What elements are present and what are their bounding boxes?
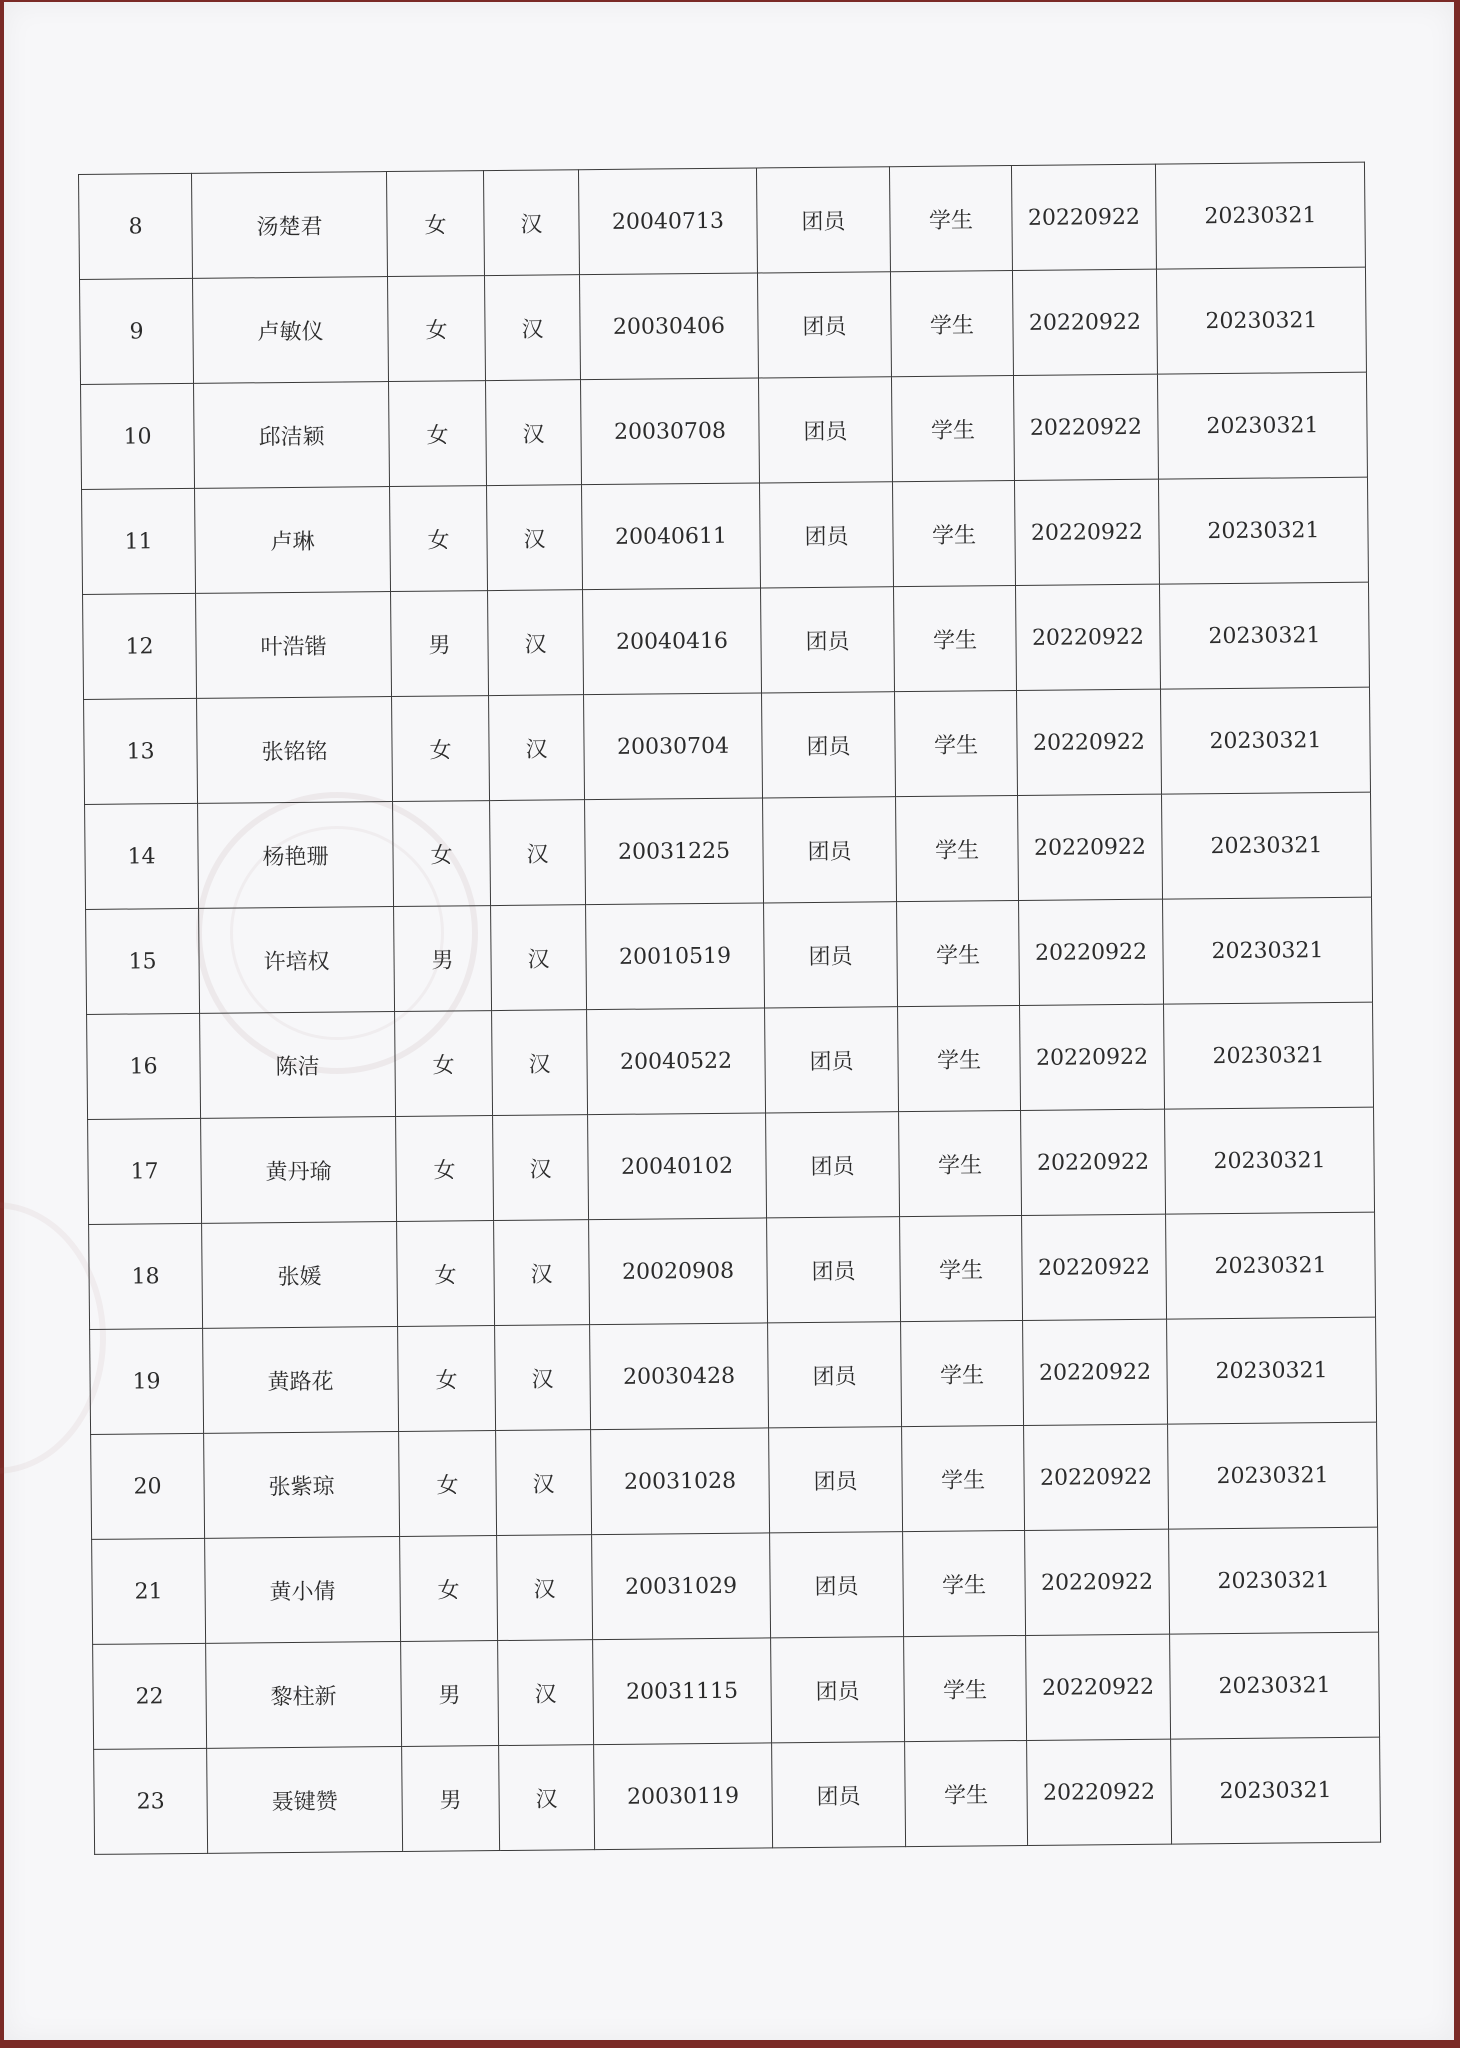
name-cell: 陈洁 (200, 1011, 396, 1118)
ethnicity-cell: 汉 (487, 485, 583, 591)
end-date-cell: 20230321 (1170, 1632, 1380, 1739)
political-status-cell: 团员 (769, 1427, 903, 1533)
political-status-cell: 团员 (762, 692, 896, 798)
end-date-cell: 20230321 (1163, 897, 1373, 1004)
table-row (85, 792, 1372, 909)
political-status-cell: 团员 (772, 1742, 906, 1848)
name-cell: 聂键赞 (207, 1746, 403, 1853)
birth-date-cell: 20031029 (592, 1533, 771, 1640)
political-status-cell: 团员 (761, 587, 895, 693)
row-index-cell: 14 (85, 803, 199, 909)
ethnicity-cell: 汉 (491, 905, 587, 1011)
join-date-cell: 20220922 (1021, 1109, 1166, 1215)
political-status-cell: 团员 (758, 377, 892, 483)
roster-table (78, 162, 1381, 1855)
ethnicity-cell: 汉 (498, 1640, 594, 1746)
birth-date-cell: 20031115 (593, 1638, 772, 1745)
political-status-cell: 团员 (763, 797, 897, 903)
table-row (86, 897, 1373, 1014)
occupation-cell: 学生 (902, 1425, 1025, 1531)
birth-date-cell: 20030428 (590, 1323, 769, 1430)
occupation-cell: 学生 (898, 1006, 1021, 1112)
ethnicity-cell: 汉 (486, 380, 582, 486)
ethnicity-cell: 汉 (499, 1745, 595, 1851)
end-date-cell: 20230321 (1169, 1527, 1379, 1634)
table-row (82, 477, 1369, 594)
end-date-cell: 20230321 (1159, 582, 1369, 689)
ethnicity-cell: 汉 (497, 1535, 593, 1641)
gender-cell: 女 (395, 1011, 493, 1117)
row-index-cell: 10 (81, 383, 195, 489)
birth-date-cell: 20040416 (583, 588, 762, 695)
name-cell: 张铭铭 (197, 697, 393, 804)
row-index-cell: 18 (89, 1223, 203, 1329)
birth-date-cell: 20030708 (580, 378, 759, 485)
name-cell: 汤楚君 (191, 172, 387, 279)
birth-date-cell: 20030406 (579, 273, 758, 380)
gender-cell: 女 (390, 486, 488, 592)
birth-date-cell: 20030704 (584, 693, 763, 800)
gender-cell: 女 (399, 1431, 497, 1537)
row-index-cell: 16 (87, 1013, 201, 1119)
birth-date-cell: 20031225 (585, 798, 764, 905)
join-date-cell: 20220922 (1015, 584, 1160, 690)
join-date-cell: 20220922 (1026, 1634, 1171, 1740)
political-status-cell: 团员 (757, 272, 891, 378)
name-cell: 叶浩锴 (196, 592, 392, 699)
political-status-cell: 团员 (767, 1217, 901, 1323)
occupation-cell: 学生 (889, 166, 1012, 272)
birth-date-cell: 20040611 (582, 483, 761, 590)
row-index-cell: 12 (83, 593, 197, 699)
end-date-cell: 20230321 (1158, 477, 1368, 584)
political-status-cell: 团员 (764, 902, 898, 1008)
join-date-cell: 20220922 (1018, 794, 1163, 900)
row-index-cell: 13 (84, 698, 198, 804)
occupation-cell: 学生 (897, 901, 1020, 1007)
table-row (84, 687, 1371, 804)
occupation-cell: 学生 (904, 1635, 1027, 1741)
row-index-cell: 23 (94, 1748, 208, 1854)
gender-cell: 女 (387, 276, 485, 382)
table-row (83, 582, 1370, 699)
name-cell: 杨艳珊 (198, 802, 394, 909)
row-index-cell: 21 (92, 1538, 206, 1644)
join-date-cell: 20220922 (1012, 269, 1157, 375)
table-row (80, 267, 1367, 384)
end-date-cell: 20230321 (1155, 162, 1365, 269)
join-date-cell: 20220922 (1019, 899, 1164, 1005)
name-cell: 许培权 (199, 907, 395, 1014)
name-cell: 黄路花 (203, 1326, 399, 1433)
table-row (90, 1317, 1377, 1434)
ethnicity-cell: 汉 (493, 1115, 589, 1221)
political-status-cell: 团员 (766, 1112, 900, 1218)
birth-date-cell: 20030119 (594, 1743, 773, 1850)
join-date-cell: 20220922 (1011, 164, 1156, 270)
birth-date-cell: 20040713 (578, 168, 757, 275)
row-index-cell: 8 (79, 173, 193, 279)
row-index-cell: 15 (86, 908, 200, 1014)
occupation-cell: 学生 (903, 1530, 1026, 1636)
name-cell: 卢琳 (195, 487, 391, 594)
ethnicity-cell: 汉 (490, 800, 586, 906)
ethnicity-cell: 汉 (492, 1010, 588, 1116)
join-date-cell: 20220922 (1013, 374, 1158, 480)
end-date-cell: 20230321 (1165, 1107, 1375, 1214)
gender-cell: 女 (397, 1221, 495, 1327)
gender-cell: 男 (394, 906, 492, 1012)
table-row (92, 1527, 1379, 1644)
gender-cell: 女 (400, 1536, 498, 1642)
name-cell: 黄丹瑜 (201, 1116, 397, 1223)
table-row (88, 1107, 1375, 1224)
birth-date-cell: 20031028 (591, 1428, 770, 1535)
political-status-cell: 团员 (765, 1007, 899, 1113)
roster-table-body (79, 162, 1381, 1854)
political-status-cell: 团员 (771, 1637, 905, 1743)
end-date-cell: 20230321 (1164, 1002, 1374, 1109)
end-date-cell: 20230321 (1168, 1422, 1378, 1529)
name-cell: 张媛 (202, 1221, 398, 1328)
ethnicity-cell: 汉 (496, 1430, 592, 1536)
birth-date-cell: 20010519 (586, 903, 765, 1010)
name-cell: 张紫琼 (204, 1431, 400, 1538)
occupation-cell: 学生 (892, 481, 1015, 587)
gender-cell: 男 (401, 1641, 499, 1747)
row-index-cell: 19 (90, 1328, 204, 1434)
end-date-cell: 20230321 (1162, 792, 1372, 899)
end-date-cell: 20230321 (1156, 267, 1366, 374)
gender-cell: 女 (386, 171, 484, 277)
ethnicity-cell: 汉 (494, 1220, 590, 1326)
occupation-cell: 学生 (896, 796, 1019, 902)
political-status-cell: 团员 (759, 482, 893, 588)
table-row (89, 1212, 1376, 1329)
table-row (94, 1737, 1381, 1854)
join-date-cell: 20220922 (1024, 1424, 1169, 1530)
row-index-cell: 17 (88, 1118, 202, 1224)
end-date-cell: 20230321 (1171, 1737, 1381, 1844)
name-cell: 黄小倩 (205, 1536, 401, 1643)
name-cell: 卢敏仪 (193, 277, 389, 384)
ethnicity-cell: 汉 (484, 275, 580, 381)
table-row (93, 1632, 1380, 1749)
join-date-cell: 20220922 (1020, 1004, 1165, 1110)
join-date-cell: 20220922 (1014, 479, 1159, 585)
gender-cell: 女 (392, 696, 490, 802)
occupation-cell: 学生 (901, 1320, 1024, 1426)
occupation-cell: 学生 (900, 1215, 1023, 1321)
row-index-cell: 9 (80, 278, 194, 384)
end-date-cell: 20230321 (1167, 1317, 1377, 1424)
gender-cell: 女 (396, 1116, 494, 1222)
ethnicity-cell: 汉 (495, 1325, 591, 1431)
occupation-cell: 学生 (891, 376, 1014, 482)
row-index-cell: 11 (82, 488, 196, 594)
ethnicity-cell: 汉 (488, 590, 584, 696)
table-row (79, 162, 1366, 279)
birth-date-cell: 20040522 (587, 1008, 766, 1115)
end-date-cell: 20230321 (1160, 687, 1370, 794)
join-date-cell: 20220922 (1025, 1529, 1170, 1635)
occupation-cell: 学生 (890, 271, 1013, 377)
occupation-cell: 学生 (893, 586, 1016, 692)
document-page (4, 2, 1454, 2040)
end-date-cell: 20230321 (1166, 1212, 1376, 1319)
join-date-cell: 20220922 (1017, 689, 1162, 795)
gender-cell: 女 (393, 801, 491, 907)
join-date-cell: 20220922 (1023, 1319, 1168, 1425)
ethnicity-cell: 汉 (489, 695, 585, 801)
political-status-cell: 团员 (768, 1322, 902, 1428)
join-date-cell: 20220922 (1022, 1214, 1167, 1320)
occupation-cell: 学生 (905, 1740, 1028, 1846)
political-status-cell: 团员 (770, 1532, 904, 1638)
birth-date-cell: 20040102 (588, 1113, 767, 1220)
table-row (91, 1422, 1378, 1539)
ethnicity-cell: 汉 (483, 170, 579, 276)
political-status-cell: 团员 (756, 167, 890, 273)
end-date-cell: 20230321 (1157, 372, 1367, 479)
birth-date-cell: 20020908 (589, 1218, 768, 1325)
gender-cell: 女 (389, 381, 487, 487)
table-row (87, 1002, 1374, 1119)
join-date-cell: 20220922 (1027, 1739, 1172, 1845)
occupation-cell: 学生 (899, 1110, 1022, 1216)
row-index-cell: 22 (93, 1643, 207, 1749)
gender-cell: 女 (398, 1326, 496, 1432)
name-cell: 黎柱新 (206, 1641, 402, 1748)
gender-cell: 男 (402, 1746, 500, 1852)
table-row (81, 372, 1368, 489)
occupation-cell: 学生 (895, 691, 1018, 797)
row-index-cell: 20 (91, 1433, 205, 1539)
gender-cell: 男 (391, 591, 489, 697)
roster-sheet (78, 162, 1380, 1854)
name-cell: 邱洁颖 (194, 382, 390, 489)
